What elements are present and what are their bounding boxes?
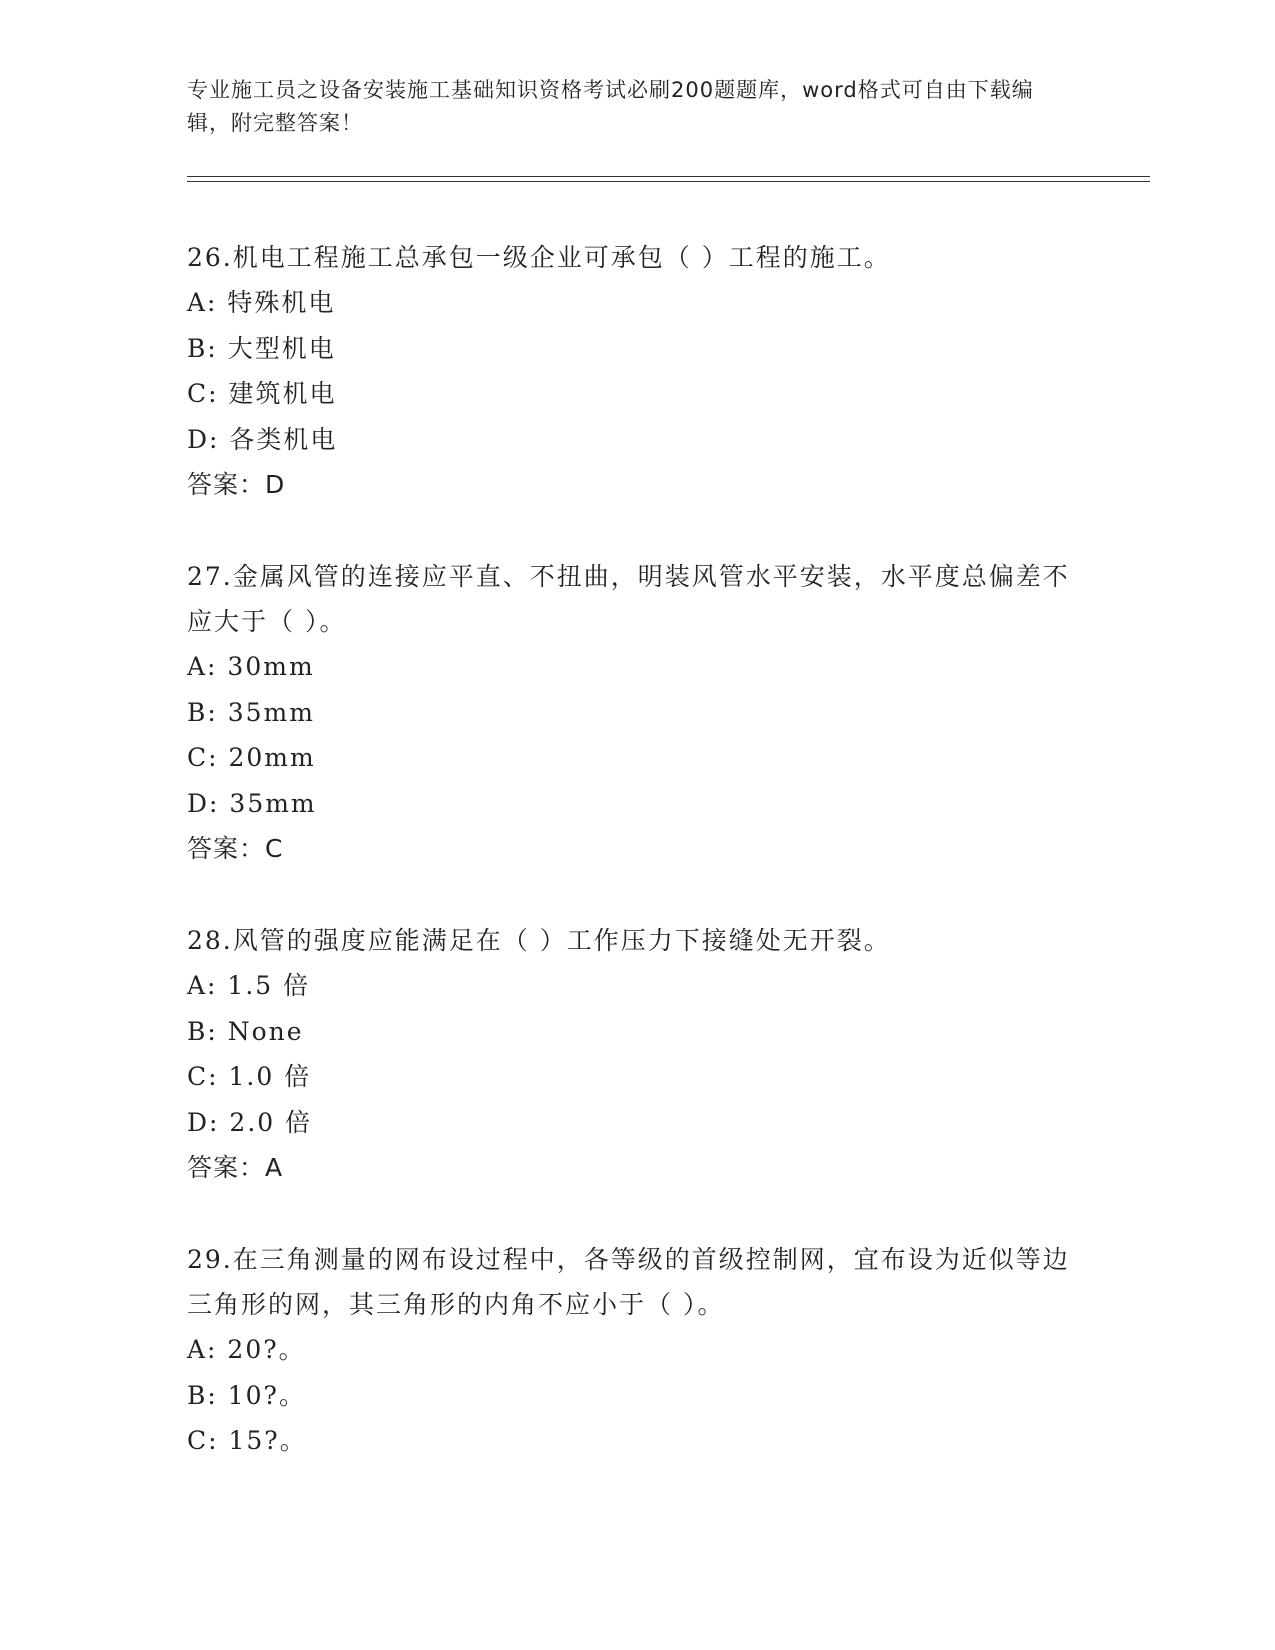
option-b: B: 大型机电 bbox=[187, 333, 336, 363]
answer-label: 答案：C bbox=[187, 834, 284, 863]
question-26 bbox=[187, 235, 1077, 507]
question-29 bbox=[187, 1237, 1077, 1464]
option-c: C: 1.0 倍 bbox=[187, 1062, 312, 1091]
option-d: D: 2.0 倍 bbox=[187, 1107, 313, 1137]
option-b: B: None bbox=[187, 1016, 304, 1046]
question-stem: 28.风管的强度应能满足在（ ）工作压力下接缝处无开裂。 bbox=[187, 926, 891, 955]
option-c: C: 20mm bbox=[187, 743, 316, 772]
answer-label: 答案：D bbox=[187, 470, 286, 499]
document-header: 专业施工员之设备安装施工基础知识资格考试必刷200题题库，word格式可自由下载编辑，附完整答案！ bbox=[187, 78, 1034, 135]
question-stem: 27.金属风管的连接应平直、不扭曲，明装风管水平安装，水平度总偏差不应大于（ ）。 bbox=[187, 562, 1070, 636]
question-stem: 29.在三角测量的网布设过程中，各等级的首级控制网，宜布设为近似等边三角形的网，其三角形的内角不应小于（ ）。 bbox=[187, 1245, 1070, 1319]
question-27 bbox=[187, 554, 1077, 871]
option-c: C: 建筑机电 bbox=[187, 379, 337, 408]
option-d: D: 各类机电 bbox=[187, 424, 338, 454]
question-28 bbox=[187, 918, 1077, 1190]
option-b: B: 10?。 bbox=[187, 1380, 306, 1410]
option-a: A: 特殊机电 bbox=[187, 288, 336, 317]
question-stem: 26.机电工程施工总承包一级企业可承包（ ）工程的施工。 bbox=[187, 243, 891, 272]
option-a: A: 20?。 bbox=[187, 1335, 306, 1364]
option-d: D: 35mm bbox=[187, 788, 317, 818]
header-rule-bottom bbox=[187, 181, 1150, 182]
option-c: C: 15?。 bbox=[187, 1426, 307, 1455]
header-rule-top bbox=[187, 176, 1150, 177]
question-list bbox=[187, 235, 1077, 1511]
option-b: B: 35mm bbox=[187, 697, 315, 727]
answer-label: 答案：A bbox=[187, 1153, 284, 1182]
option-a: A: 1.5 倍 bbox=[187, 971, 311, 1000]
option-a: A: 30mm bbox=[187, 652, 315, 681]
